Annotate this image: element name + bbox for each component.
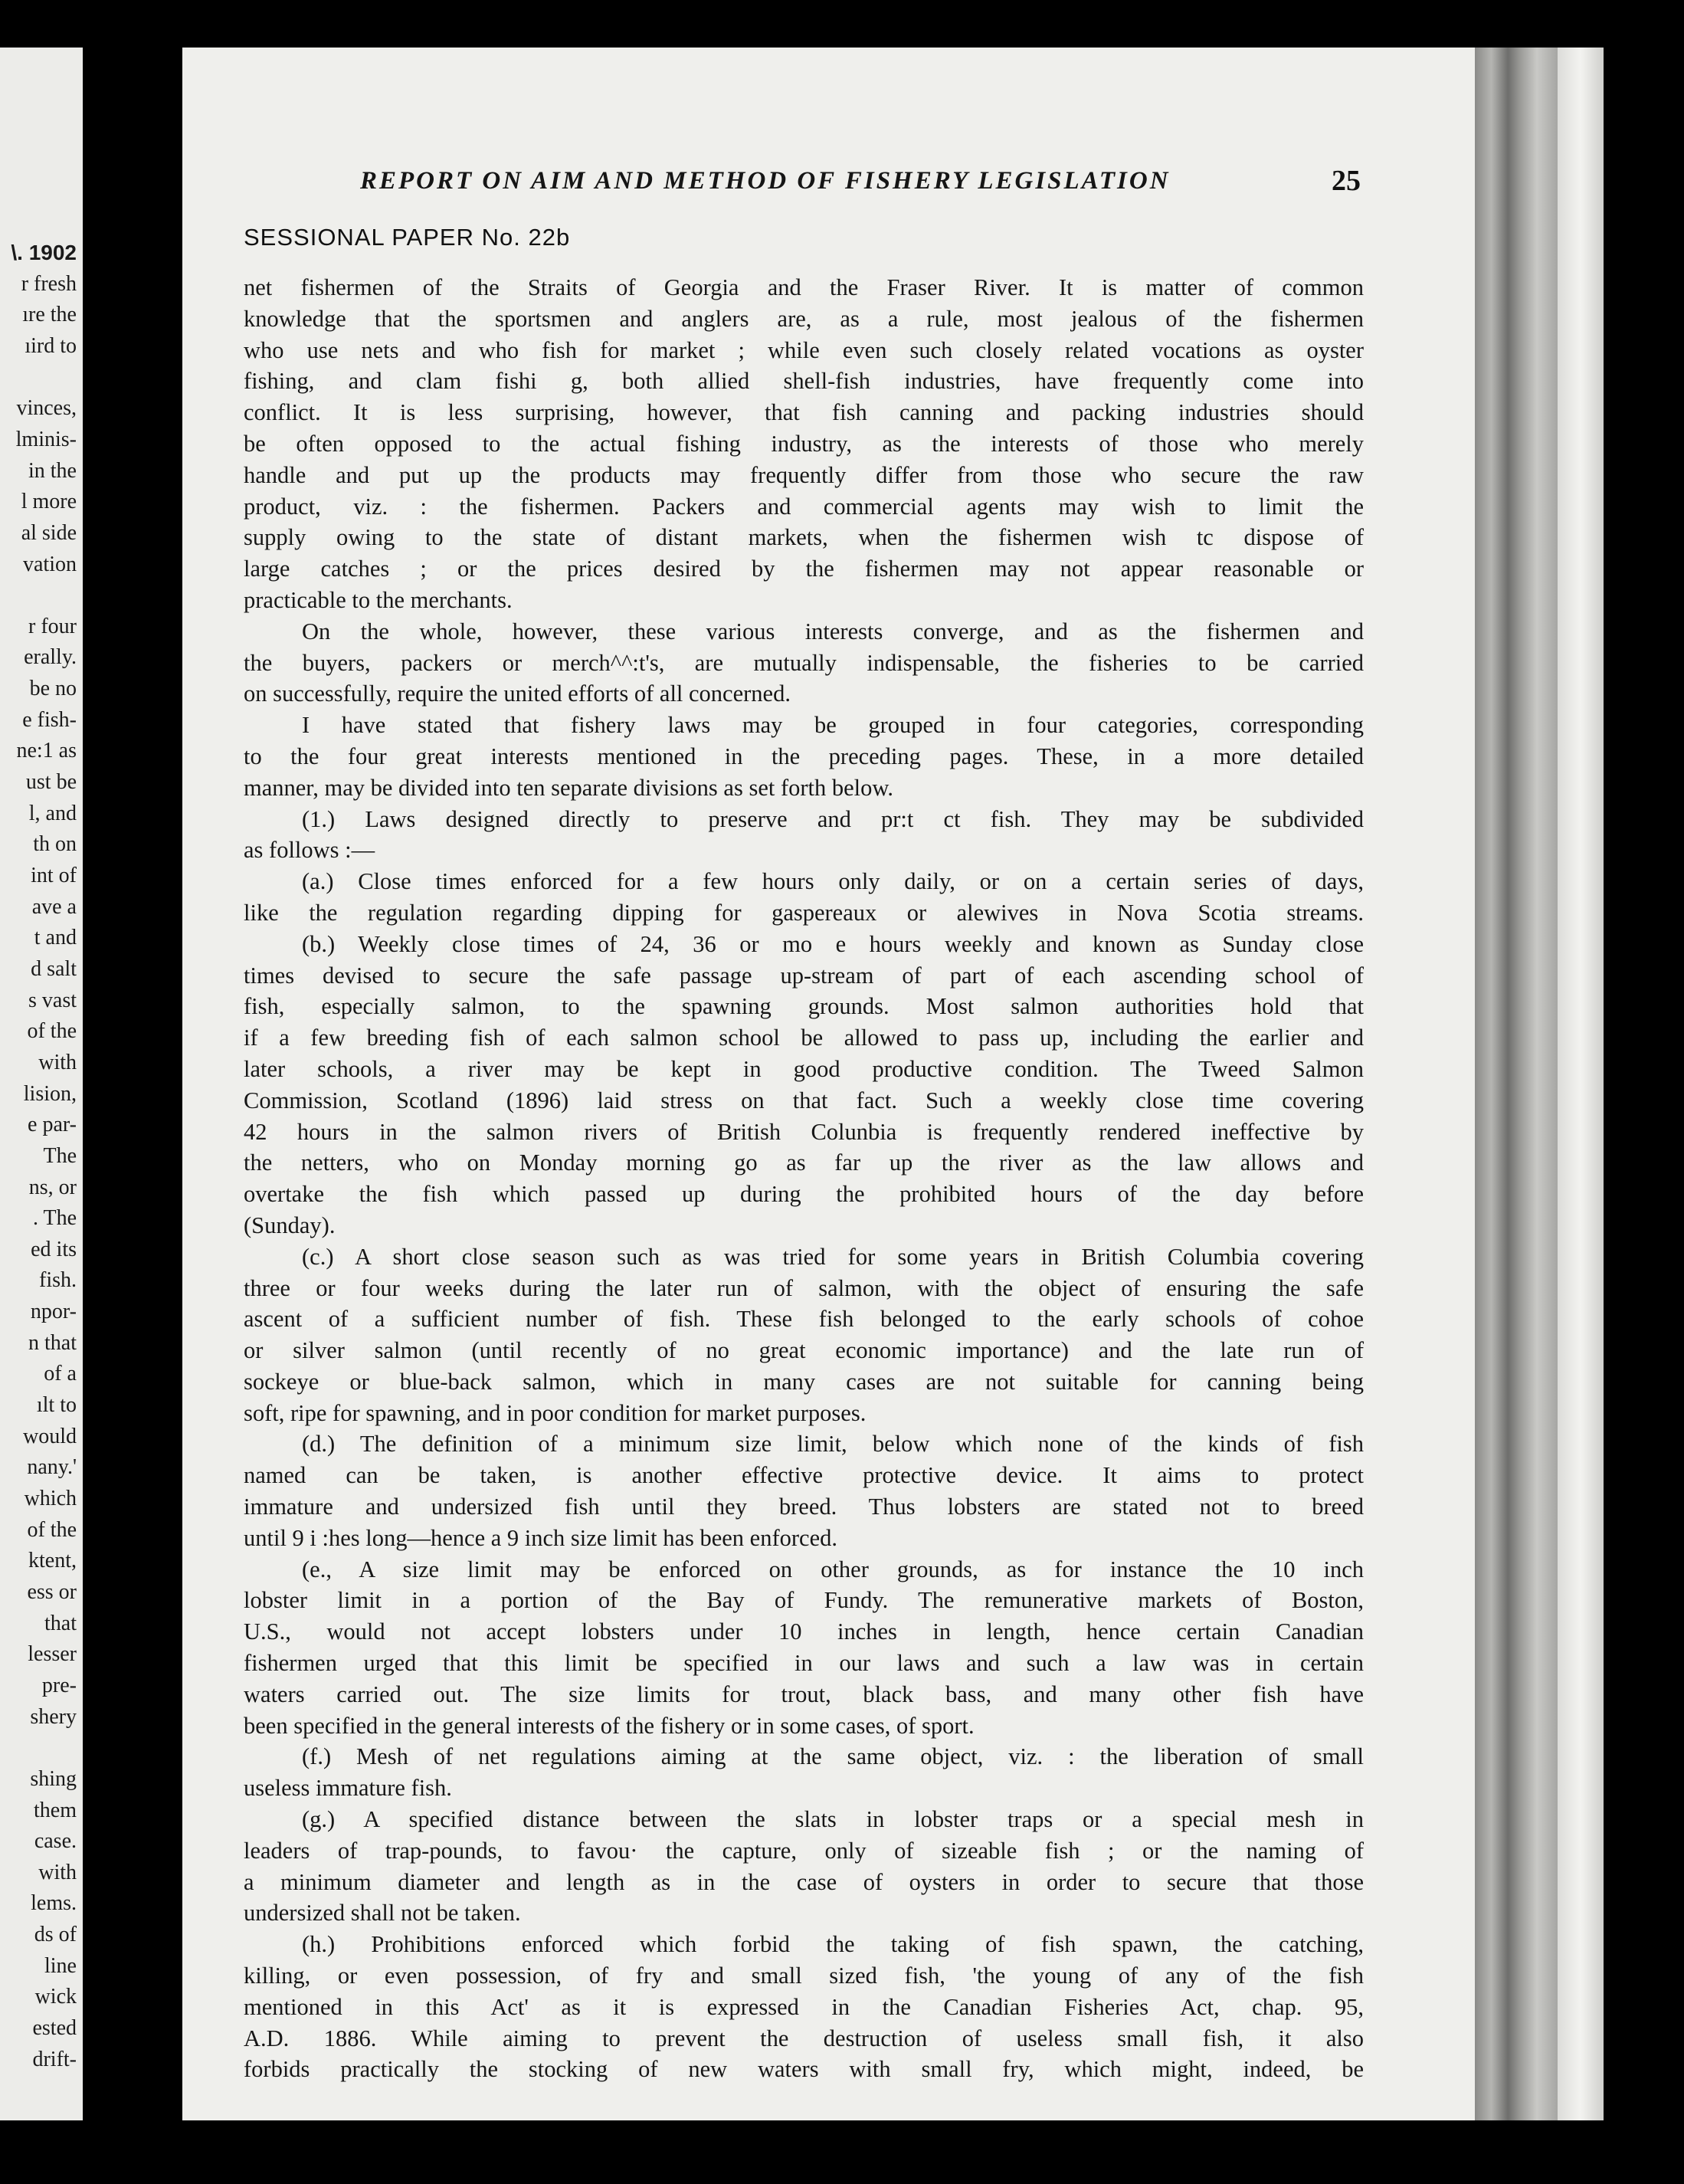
text-line: ascent of a sufficient number of fish. These fish belonged to the early schools of cohoe — [244, 1306, 1364, 1333]
sessional-paper-label: SESSIONAL PAPER No. 22b — [244, 224, 571, 251]
facing-page-text-fragment: ktent, — [28, 1549, 77, 1573]
facing-page-text-fragment: e par- — [28, 1113, 77, 1137]
text-line: forbids practically the stocking of new waters with small fry, which might, indeed, be — [244, 2056, 1364, 2083]
text-line: conflict. It is less surprising, however, that fish canning and packing industries should — [244, 399, 1364, 426]
facing-page-text-fragment: wick — [34, 1985, 77, 2009]
facing-page-text-fragment: lesser — [28, 1642, 77, 1667]
text-line: net fishermen of the Straits of Georgia and the Fraser River. It is matter of common — [244, 274, 1364, 300]
book-binding-shadow — [1475, 48, 1558, 2120]
facing-page-text-fragment: with — [38, 1860, 77, 1884]
text-line: (e., A size limit may be enforced on other grounds, as for instance the 10 inch — [302, 1556, 1364, 1582]
text-line: the netters, who on Monday morning go as far up the river as the law allows and — [244, 1149, 1364, 1176]
facing-page-text-fragment: n that — [28, 1330, 77, 1355]
facing-page-text-fragment: be no — [29, 677, 77, 701]
page-edge — [1558, 48, 1604, 2120]
text-line: or silver salmon (until recently of no great economic importance) and the late run of — [244, 1337, 1364, 1364]
text-line: mentioned in this Act' as it is expressed in the Canadian Fisheries Act, chap. 95, — [244, 1993, 1364, 2020]
facing-page-text-fragment: t and — [34, 926, 77, 950]
text-line: the buyers, packers or merch^^:t's, are mutually indispensable, the fisheries to be carried — [244, 649, 1364, 676]
facing-page-text-fragment: in the — [28, 458, 77, 483]
text-line: (g.) A specified distance between the slats in lobster traps or a special mesh in — [302, 1806, 1364, 1833]
text-line: if a few breeding fish of each salmon school be allowed to pass up, including the earlier and — [244, 1025, 1364, 1051]
text-line: leaders of trap-pounds, to favou· the capture, only of sizeable fish ; or the naming of — [244, 1837, 1364, 1864]
text-line: (d.) The definition of a minimum size limit, below which none of the kinds of fish — [302, 1431, 1364, 1458]
facing-page-text-fragment: would — [23, 1424, 77, 1448]
facing-page-text-fragment: drift- — [32, 2047, 77, 2071]
facing-page-text-fragment: . The — [32, 1206, 77, 1231]
facing-page-text-fragment: int of — [31, 864, 77, 887]
facing-page-text-fragment: erally. — [24, 645, 77, 670]
running-title: REPORT ON AIM AND METHOD OF FISHERY LEGISLATION — [360, 167, 1171, 195]
text-line: large catches ; or the prices desired by the fishermen may not appear reasonable or — [244, 556, 1364, 582]
facing-page-text-fragment: r four — [28, 614, 77, 638]
text-line: undersized shall not be taken. — [244, 1900, 521, 1927]
text-line: (f.) Mesh of net regulations aiming at the same object, viz. : the liberation of small — [302, 1743, 1364, 1770]
text-line: three or four weeks during the later run of salmon, with the object of ensuring the safe — [244, 1274, 1364, 1301]
facing-page-text-fragment: of the — [27, 1517, 77, 1542]
text-line: killing, or even possession, of fry and small sized fish, 'the young of any of the fish — [244, 1963, 1364, 1989]
facing-page-text-fragment: pre- — [41, 1673, 77, 1697]
text-line: (Sunday). — [244, 1212, 336, 1238]
facing-page-text-fragment: nany.' — [27, 1455, 77, 1480]
facing-page-text-fragment: al side — [21, 520, 77, 545]
facing-page-text-fragment: ne:1 as — [16, 739, 77, 763]
text-line: (b.) Weekly close times of 24, 36 or mo e hours weekly and known as Sunday close — [302, 930, 1364, 957]
facing-page-text-fragment: l, and — [28, 801, 77, 825]
text-line: sockeye or blue-back salmon, which in many cases are not suitable for canning being — [244, 1368, 1364, 1395]
text-line: fishing, and clam fishi g, both allied shell-fish industries, have frequently come into — [244, 368, 1364, 395]
text-line: who use nets and who fish for market ; while even such closely related vocations as oyster — [244, 336, 1364, 363]
text-line: I have stated that fishery laws may be grouped in four categories, corresponding — [302, 712, 1364, 739]
page-number: 25 — [1332, 165, 1361, 197]
facing-page-text-fragment: l more — [21, 490, 77, 514]
facing-page-text-fragment: r fresh — [21, 271, 77, 296]
facing-page-text-fragment: npor- — [30, 1300, 77, 1324]
facing-page-text-fragment: ed its — [31, 1237, 77, 1261]
facing-page-text-fragment: d salt — [31, 956, 77, 981]
facing-page-text-fragment: ıre the — [22, 303, 77, 327]
facing-page-text-fragment: e fish- — [22, 707, 77, 732]
text-line: fishermen urged that this limit be specified in our laws and such a law was in certain — [244, 1650, 1364, 1677]
body-text — [244, 272, 1364, 2085]
text-line: a minimum diameter and length as in the case of oysters in order to secure that those — [244, 1868, 1364, 1895]
facing-page-text-fragment: ested — [32, 2016, 77, 2041]
facing-page-text-fragment: that — [44, 1611, 77, 1635]
facing-page-text-fragment: ds of — [34, 1923, 77, 1947]
text-line: practicable to the merchants. — [244, 586, 513, 613]
facing-page-text-fragment: ess or — [27, 1579, 77, 1604]
facing-page-text-fragment: case. — [34, 1829, 77, 1854]
text-line: (c.) A short close season such as was tried for some years in British Columbia covering — [302, 1243, 1364, 1270]
text-line: 42 hours in the salmon rivers of British Colunbia is frequently rendered ineffective by — [244, 1118, 1364, 1145]
facing-page-text-fragment: which — [24, 1487, 77, 1510]
text-line: been specified in the general interests of the fishery or in some cases, of sport. — [244, 1712, 975, 1739]
facing-page-text-fragment: lems. — [31, 1891, 77, 1916]
facing-page-text-fragment: shery — [30, 1704, 77, 1729]
text-line: Commission, Scotland (1896) laid stress on that fact. Such a weekly close time covering — [244, 1087, 1364, 1113]
text-line: On the whole, however, these various interests converge, and as the fishermen and — [302, 618, 1364, 644]
facing-page-text-fragment: lision, — [23, 1081, 77, 1106]
text-line: waters carried out. The size limits for trout, black bass, and many other fish have — [244, 1681, 1364, 1707]
text-line: times devised to secure the safe passage up-stream of part of each ascending school of — [244, 962, 1364, 989]
text-line: (a.) Close times enforced for a few hours only daily, or on a certain series of days, — [302, 868, 1364, 895]
facing-page-text-fragment: ıird to — [25, 333, 77, 358]
text-line: U.S., would not accept lobsters under 10 inches in length, hence certain Canadian — [244, 1618, 1364, 1645]
facing-page-text-fragment: s vast — [28, 988, 77, 1012]
facing-page-text-fragment: \. 1902 — [11, 241, 77, 264]
text-line: (1.) Laws designed directly to preserve and pr:t ct fish. They may be subdivided — [302, 805, 1364, 832]
text-line: on successfully, require the united efforts of all concerned. — [244, 680, 791, 707]
text-line: useless immature fish. — [244, 1775, 452, 1802]
text-line: immature and undersized fish until they breed. Thus lobsters are stated not to breed — [244, 1494, 1364, 1520]
text-line: later schools, a river may be kept in good productive condition. The Tweed Salmon — [244, 1055, 1364, 1082]
text-line: until 9 i :hes long—hence a 9 inch size limit has been enforced. — [244, 1524, 837, 1551]
facing-page-text-fragment: of a — [44, 1362, 77, 1386]
text-line: lobster limit in a portion of the Bay of Fundy. The remunerative markets of Boston, — [244, 1587, 1364, 1614]
facing-page-text-fragment: vation — [23, 552, 77, 576]
facing-page-text-fragment: ave a — [31, 894, 77, 919]
facing-page-text-fragment: ns, or — [28, 1175, 77, 1199]
text-line: A.D. 1886. While aiming to prevent the destruction of useless small fish, it also — [244, 2025, 1364, 2051]
facing-page-text-fragment: of the — [27, 1019, 77, 1044]
text-line: soft, ripe for spawning, and in poor condition for market purposes. — [244, 1399, 867, 1426]
facing-page-text-fragment: lminis- — [15, 427, 77, 451]
facing-page-text-fragment: fish. — [39, 1268, 77, 1293]
text-line: (h.) Prohibitions enforced which forbid the taking of fish spawn, the catching, — [302, 1931, 1364, 1958]
facing-page-text-fragment: them — [34, 1798, 77, 1822]
text-line: as follows :— — [244, 837, 375, 864]
text-line: be often opposed to the actual fishing industry, as the interests of those who merely — [244, 430, 1364, 457]
text-line: to the four great interests mentioned in the preceding pages. These, in a more detailed — [244, 743, 1364, 769]
facing-page-text-fragment: th on — [33, 832, 77, 857]
text-line: overtake the fish which passed up during the prohibited hours of the day before — [244, 1181, 1364, 1208]
text-line: like the regulation regarding dipping for gaspereaux or alewives in Nova Scotia streams. — [244, 899, 1364, 926]
text-line: supply owing to the state of distant markets, when the fishermen wish tc dispose of — [244, 524, 1364, 551]
facing-page-fragment — [0, 48, 83, 2120]
facing-page-text-fragment: shing — [30, 1766, 77, 1791]
text-line: named can be taken, is another effective protective device. It aims to protect — [244, 1462, 1364, 1489]
facing-page-text-fragment: with — [38, 1050, 77, 1074]
facing-page-text-fragment: vinces, — [16, 396, 77, 421]
facing-page-text-fragment: ılt to — [36, 1393, 77, 1418]
facing-page-text-fragment: line — [44, 1953, 77, 1978]
text-line: knowledge that the sportsmen and anglers are, as a rule, most jealous of the fishermen — [244, 305, 1364, 332]
text-line: handle and put up the products may frequently differ from those who secure the raw — [244, 461, 1364, 488]
text-line: manner, may be divided into ten separate divisions as set forth below. — [244, 774, 894, 801]
text-line: product, viz. : the fishermen. Packers and commercial agents may wish to limit the — [244, 493, 1364, 520]
text-line: fish, especially salmon, to the spawning grounds. Most salmon authorities hold that — [244, 993, 1364, 1020]
facing-page-text-fragment: The — [43, 1143, 77, 1168]
facing-page-text-fragment: ust be — [25, 770, 77, 795]
